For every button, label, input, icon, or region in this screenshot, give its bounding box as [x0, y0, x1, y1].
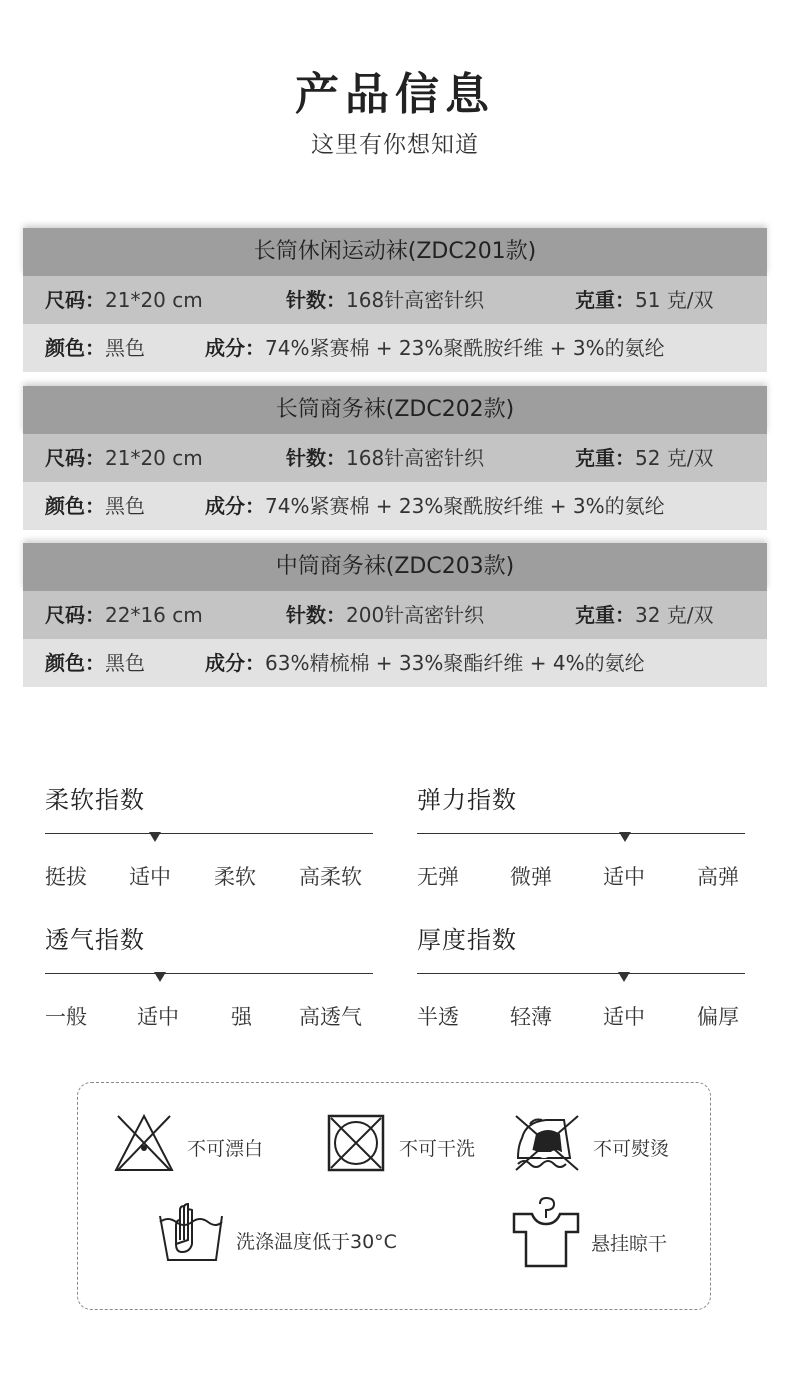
no-dry-clean-icon — [326, 1113, 386, 1173]
hang-dry-icon — [508, 1196, 584, 1268]
softness-tick: 适中 — [129, 865, 171, 889]
elasticity-tick: 微弹 — [510, 865, 552, 889]
product-name: 中筒商务袜(ZDC203款) — [23, 543, 767, 591]
material-label: 成分： — [205, 494, 265, 518]
breathability-marker-icon — [154, 972, 166, 982]
color-label: 颜色： — [45, 651, 105, 675]
thickness-scale-line — [417, 973, 745, 974]
thickness-marker-icon — [618, 972, 630, 982]
thickness-tick: 偏厚 — [697, 1005, 739, 1029]
no-iron-icon — [512, 1112, 584, 1174]
weight-value: 52 克/双 — [635, 446, 714, 470]
weight-value: 51 克/双 — [635, 288, 714, 312]
material-value: 74%紧赛棉 + 23%聚酰胺纤维 + 3%的氨纶 — [265, 494, 665, 518]
needle-label: 针数： — [286, 288, 346, 312]
product-spec-row — [23, 276, 767, 324]
color-label: 颜色： — [45, 336, 105, 360]
thickness-tick: 轻薄 — [510, 1005, 552, 1029]
needle-value: 200针高密针织 — [346, 603, 485, 627]
product-name: 长筒商务袜(ZDC202款) — [23, 386, 767, 434]
needle-value: 168针高密针织 — [346, 446, 485, 470]
color-label: 颜色： — [45, 494, 105, 518]
needle-label: 针数： — [286, 446, 346, 470]
softness-tick: 挺拔 — [45, 865, 87, 889]
care-label: 不可熨烫 — [593, 1138, 670, 1160]
care-label: 不可漂白 — [187, 1138, 264, 1160]
weight-label: 克重： — [575, 288, 635, 312]
size-label: 尺码： — [45, 446, 105, 470]
thickness-tick: 半透 — [417, 1005, 459, 1029]
color-value: 黑色 — [105, 336, 145, 360]
material-value: 74%紧赛棉 + 23%聚酰胺纤维 + 3%的氨纶 — [265, 336, 665, 360]
elasticity-scale-line — [417, 833, 745, 834]
weight-label: 克重： — [575, 603, 635, 627]
weight-label: 克重： — [575, 446, 635, 470]
size-label: 尺码： — [45, 603, 105, 627]
elasticity-tick: 高弹 — [697, 865, 739, 889]
size-value: 22*16 cm — [105, 603, 203, 627]
material-label: 成分： — [205, 336, 265, 360]
softness-scale-line — [45, 833, 373, 834]
softness-marker-icon — [149, 832, 161, 842]
care-label: 洗涤温度低于30°C — [236, 1231, 397, 1253]
product-material-row — [23, 639, 767, 687]
product-table-1 — [23, 228, 767, 372]
breathability-scale-line — [45, 973, 373, 974]
wash-30-icon — [156, 1200, 226, 1266]
breathability-index-title: 透气指数 — [45, 926, 145, 954]
page-title: 产品信息 — [295, 69, 495, 120]
elasticity-tick: 适中 — [603, 865, 645, 889]
elasticity-tick: 无弹 — [417, 865, 459, 889]
color-value: 黑色 — [105, 651, 145, 675]
care-label: 悬挂晾干 — [591, 1233, 668, 1255]
weight-value: 32 克/双 — [635, 603, 714, 627]
softness-tick: 柔软 — [214, 865, 256, 889]
no-bleach-icon — [112, 1112, 176, 1174]
size-value: 21*20 cm — [105, 446, 203, 470]
size-label: 尺码： — [45, 288, 105, 312]
product-table-3 — [23, 543, 767, 687]
breathability-tick: 高透气 — [299, 1005, 362, 1029]
care-label: 不可干洗 — [399, 1138, 476, 1160]
product-material-row — [23, 482, 767, 530]
product-name: 长筒休闲运动袜(ZDC201款) — [23, 228, 767, 276]
softness-index-title: 柔软指数 — [45, 786, 145, 814]
material-label: 成分： — [205, 651, 265, 675]
size-value: 21*20 cm — [105, 288, 203, 312]
product-spec-row — [23, 591, 767, 639]
thickness-tick: 适中 — [603, 1005, 645, 1029]
elasticity-marker-icon — [619, 832, 631, 842]
material-value: 63%精梳棉 + 33%聚酯纤维 + 4%的氨纶 — [265, 651, 645, 675]
softness-tick: 高柔软 — [299, 865, 362, 889]
page-subtitle: 这里有你想知道 — [311, 132, 479, 158]
product-spec-row — [23, 434, 767, 482]
thickness-index-title: 厚度指数 — [417, 926, 517, 954]
breathability-tick: 强 — [231, 1005, 252, 1029]
needle-value: 168针高密针织 — [346, 288, 485, 312]
breathability-tick: 适中 — [137, 1005, 179, 1029]
product-table-2 — [23, 386, 767, 530]
product-material-row — [23, 324, 767, 372]
breathability-tick: 一般 — [45, 1005, 87, 1029]
elasticity-index-title: 弹力指数 — [417, 786, 517, 814]
needle-label: 针数： — [286, 603, 346, 627]
color-value: 黑色 — [105, 494, 145, 518]
